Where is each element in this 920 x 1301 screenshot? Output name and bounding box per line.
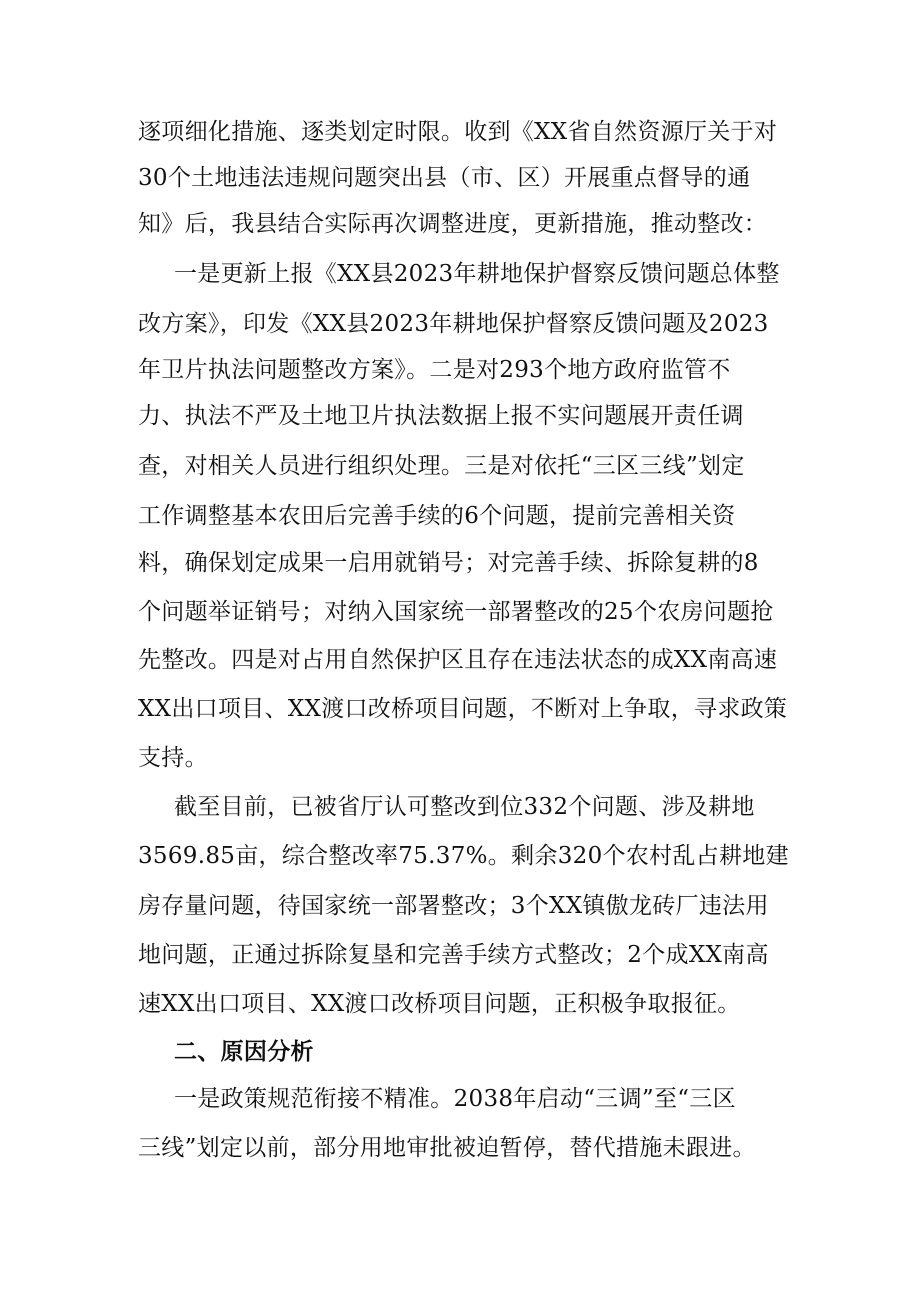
- paragraph-line: 工作调整基本农田后完善手续的6个问题，提前完善相关资: [138, 503, 736, 529]
- paragraph-line: 料，确保划定成果一启用就销号；对完善手续、拆除复耕的8: [138, 550, 759, 576]
- paragraph-line: 年卫片执法问题整改方案》。二是对293个地方政府监管不: [138, 357, 731, 383]
- paragraph-line: 个问题举证销号；对纳入国家统一部署整改的25个农房问题抢: [138, 599, 774, 625]
- paragraph-line: 截至目前，已被省厅认可整改到位332个问题、涉及耕地: [174, 794, 755, 820]
- paragraph-line: 3569.85亩，综合整改率75.37%。剩余320个农村乱占耕地建: [138, 843, 789, 869]
- paragraph-line: 改方案》，印发《XX县2023年耕地保护督察反馈问题及2023: [138, 311, 769, 337]
- paragraph-line: 一是更新上报《XX县2023年耕地保护督察反馈问题总体整: [174, 261, 780, 287]
- paragraph-line: 逐项细化措施、逐类划定时限。收到《XX省自然资源厅关于对: [138, 119, 778, 145]
- paragraph-line: 一是政策规范衔接不精准。2038年启动“三调”至“三区: [174, 1086, 736, 1112]
- paragraph-line: 房存量问题，待国家统一部署整改；3个XX镇傲龙砖厂违法用: [138, 893, 769, 919]
- paragraph-line: 先整改。四是对占用自然保护区且存在违法状态的成XX南高速: [138, 647, 778, 673]
- paragraph-line: 支持。: [138, 745, 208, 771]
- paragraph-line: 知》后，我县结合实际再次调整进度，更新措施，推动整改：: [138, 211, 768, 237]
- paragraph-line: XX出口项目、XX渡口改桥项目问题，不断对上争取，寻求政策: [138, 696, 788, 722]
- section-heading: 二、原因分析: [174, 1039, 314, 1065]
- paragraph-line: 30个土地违法违规问题突出县（市、区）开展重点督导的通: [138, 165, 751, 191]
- paragraph-line: 力、执法不严及土地卫片执法数据上报不实问题展开责任调: [138, 403, 744, 429]
- paragraph-line: 速XX出口项目、XX渡口改桥项目问题，正积极争取报征。: [138, 991, 741, 1017]
- paragraph-line: 三线”划定以前，部分用地审批被迫暂停，替代措施未跟进。: [138, 1135, 756, 1161]
- paragraph-line: 地问题，正通过拆除复垦和完善手续方式整改；2个成XX南高: [138, 942, 769, 968]
- paragraph-line: 查，对相关人员进行组织处理。三是对依托“三区三线”划定: [138, 453, 745, 479]
